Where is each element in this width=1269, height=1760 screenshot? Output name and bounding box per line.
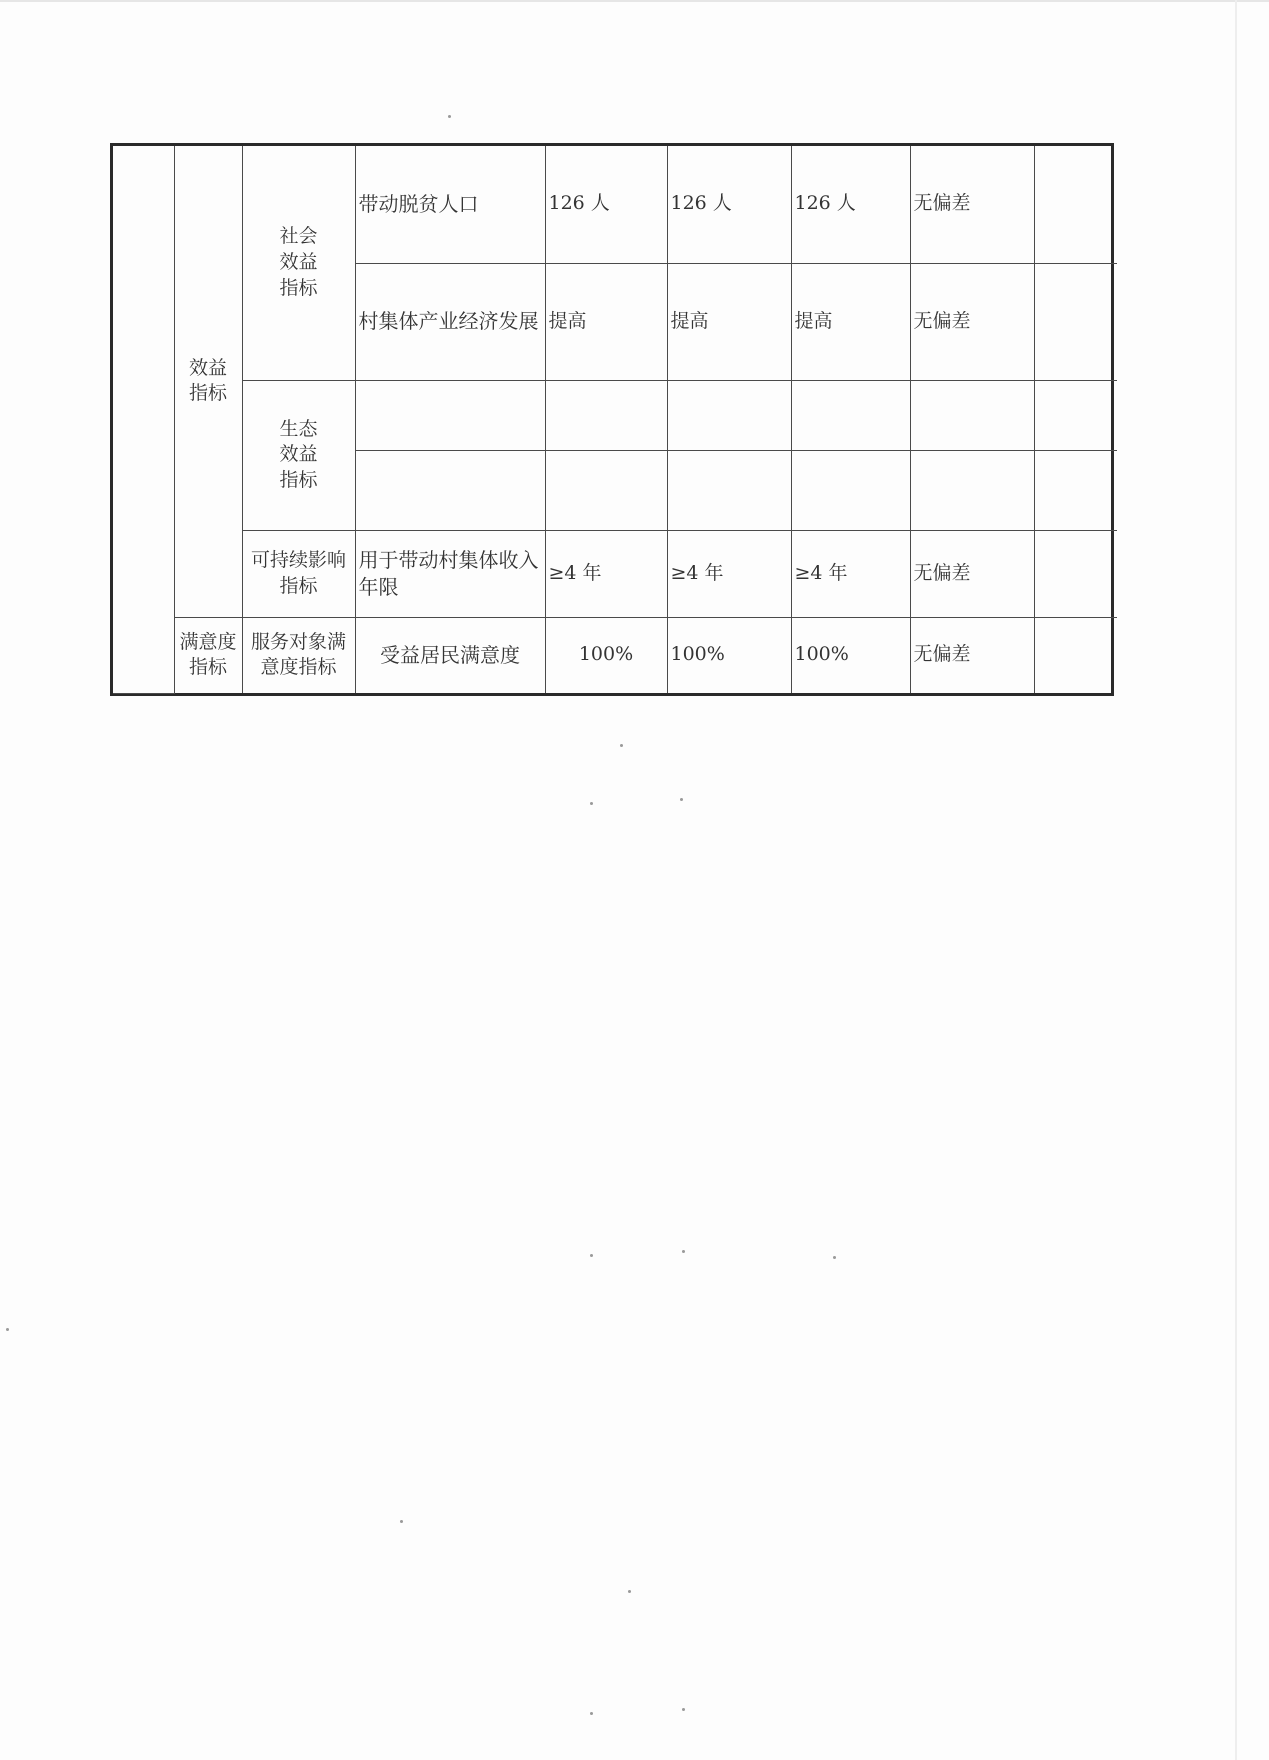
target-value-cell: 100% [545,617,667,693]
scan-speck [590,1254,593,1257]
completion-value-cell [791,450,910,530]
note-cell [1034,263,1117,380]
deviation-cell: 无偏差 [910,146,1034,263]
completion-value-cell: ≥4 年 [791,530,910,617]
target-value-cell [545,450,667,530]
ecological-benefit-subcategory: 生态 效益 指标 [242,380,355,530]
metric-cell: 村集体产业经济发展 [355,263,545,380]
satisfaction-indicator-category: 满意度 指标 [174,617,242,693]
deviation-cell [910,450,1034,530]
table-row [113,380,1117,450]
benefit-indicator-category: 效益 指标 [174,146,242,617]
note-cell [1034,380,1117,450]
service-satisfaction-subcategory: 服务对象满 意度指标 [242,617,355,693]
target-value-cell [545,380,667,450]
completion-value-cell: 100% [791,617,910,693]
indicator-table-grid [113,146,1117,694]
metric-cell [355,450,545,530]
table-row [113,617,1117,693]
scan-speck [590,1712,593,1715]
sustainable-impact-subcategory: 可持续影响 指标 [242,530,355,617]
metric-cell: 受益居民满意度 [355,617,545,693]
social-benefit-subcategory: 社会 效益 指标 [242,146,355,380]
scan-speck [400,1520,403,1523]
note-cell [1034,530,1117,617]
target-value-cell: 提高 [545,263,667,380]
metric-cell: 带动脱贫人口 [355,146,545,263]
scan-speck [628,1590,631,1593]
performance-indicator-table [110,143,1114,696]
actual-value-cell: ≥4 年 [667,530,791,617]
deviation-cell: 无偏差 [910,263,1034,380]
deviation-cell: 无偏差 [910,530,1034,617]
metric-cell [355,380,545,450]
scan-speck [448,115,451,118]
deviation-cell [910,380,1034,450]
scan-speck [590,802,593,805]
target-value-cell: 126 人 [545,146,667,263]
note-cell [1034,146,1117,263]
completion-value-cell: 提高 [791,263,910,380]
scan-speck [682,1250,685,1253]
completion-value-cell [791,380,910,450]
page-top-edge [0,0,1269,2]
note-cell [1034,450,1117,530]
scan-speck [682,1708,685,1711]
actual-value-cell [667,450,791,530]
actual-value-cell: 126 人 [667,146,791,263]
scan-speck [833,1256,836,1259]
completion-value-cell: 126 人 [791,146,910,263]
scan-speck [6,1328,9,1331]
actual-value-cell: 100% [667,617,791,693]
actual-value-cell [667,380,791,450]
scan-speck [620,744,623,747]
table-row [113,530,1117,617]
deviation-cell: 无偏差 [910,617,1034,693]
blank-first-column [113,146,174,693]
note-cell [1034,617,1117,693]
scan-speck [680,798,683,801]
table-row [113,146,1117,263]
page-right-edge [1235,0,1237,1760]
metric-cell: 用于带动村集体收入年限 [355,530,545,617]
actual-value-cell: 提高 [667,263,791,380]
target-value-cell: ≥4 年 [545,530,667,617]
